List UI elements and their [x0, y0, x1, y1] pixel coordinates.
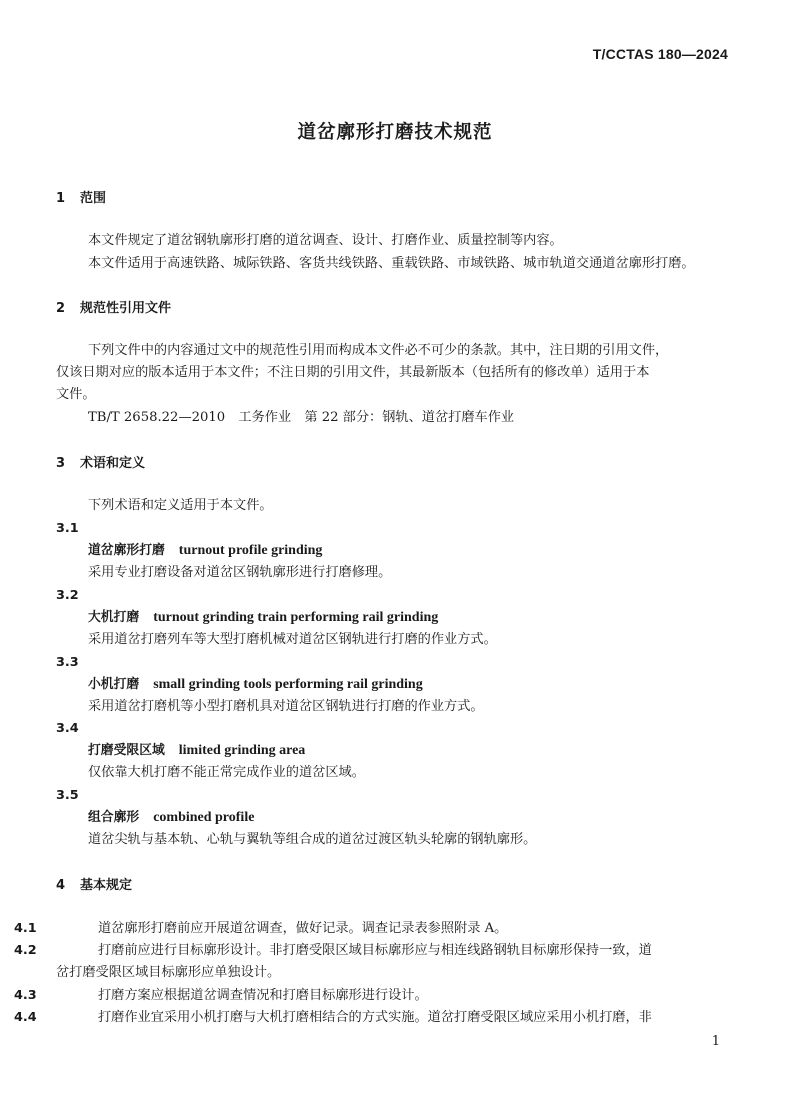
section-title: 基本规定 [80, 878, 133, 893]
clause-number: 4.1 [14, 921, 37, 936]
section-number: 1 [56, 191, 66, 206]
section-title: 规范性引用文件 [80, 301, 172, 316]
clause-text: 打磨方案应根据道岔调查情况和打磨目标廓形进行设计。 [98, 988, 428, 1003]
clause-number: 4.4 [14, 1010, 37, 1025]
term-zh: 道岔廓形打磨 [88, 543, 165, 558]
section-number: 2 [56, 301, 66, 316]
term-number: 3.4 [56, 721, 79, 736]
term-number: 3.1 [56, 521, 79, 536]
clause-4-3 [14, 985, 774, 1006]
standard-code: T/CCTAS 180—2024 [592, 46, 728, 62]
term-en: limited grinding area [178, 743, 306, 758]
term-title [56, 740, 764, 761]
clause-4-4 [14, 1007, 774, 1028]
section-2-paragraph-line-2: 仅该日期对应的版本适用于本文件；不注日期的引用文件，其最新版本（包括所有的修改单）适用于本 [56, 365, 650, 380]
term-zh: 大机打磨 [88, 610, 140, 625]
clause-text: 道岔廓形打磨前应开展道岔调查，做好记录。调查记录表参照附录 A。 [98, 921, 508, 936]
clause-text: 打磨作业宜采用小机打磨与大机打磨相结合的方式实施。道岔打磨受限区域应采用小机打磨，非 [98, 1010, 652, 1025]
term-en: turnout grinding train performing rail grinding [153, 610, 439, 625]
section-2-paragraph-line-3: 文件。 [56, 387, 96, 402]
term-definition: 采用道岔打磨机等小型打磨机具对道岔区钢轨进行打磨的作业方式。 [88, 699, 484, 714]
term-definition: 仅依靠大机打磨不能正常完成作业的道岔区域。 [88, 765, 365, 780]
term-definition: 道岔尖轨与基本轨、心轨与翼轨等组合成的道岔过渡区轨头轮廓的钢轨廓形。 [88, 832, 537, 847]
term-definition: 采用道岔打磨列车等大型打磨机械对道岔区钢轨进行打磨的作业方式。 [88, 632, 497, 647]
term-definition: 采用专业打磨设备对道岔区钢轨廓形进行打磨修理。 [88, 565, 392, 580]
section-title: 范围 [80, 191, 107, 206]
term-en: turnout profile grinding [178, 543, 323, 558]
section-3-intro: 下列术语和定义适用于本文件。 [88, 498, 273, 513]
clause-4-2-continuation: 岔打磨受限区域目标廓形应单独设计。 [56, 965, 281, 980]
term-number: 3.5 [56, 788, 79, 803]
clause-4-2 [14, 940, 774, 961]
section-1-paragraph-2: 本文件适用于高速铁路、城际铁路、客货共线铁路、重载铁路、市域铁路、城市轨道交通道岔廓形打磨。 [88, 256, 695, 271]
clause-text: 打磨前应进行目标廓形设计。非打磨受限区域目标廓形应与相连线路钢轨目标廓形保持一致，道 [98, 943, 652, 958]
normative-reference: TB/T 2658.22—2010 工务作业 第 22 部分：钢轨、道岔打磨车作业 [88, 410, 515, 425]
term-title [56, 607, 764, 628]
term-title [56, 674, 764, 695]
section-1-heading [56, 188, 732, 209]
section-1-paragraph-1: 本文件规定了道岔钢轨廓形打磨的道岔调查、设计、打磨作业、质量控制等内容。 [88, 233, 563, 248]
term-number: 3.2 [56, 588, 79, 603]
clause-number: 4.3 [14, 988, 37, 1003]
page-number: 1 [711, 1034, 720, 1049]
term-title [56, 540, 764, 561]
section-4-heading [56, 875, 732, 896]
section-3-heading [56, 453, 732, 474]
section-title: 术语和定义 [80, 456, 146, 471]
section-number: 3 [56, 456, 66, 471]
term-zh: 小机打磨 [88, 677, 140, 692]
document-title: 道岔廓形打磨技术规范 [297, 122, 493, 143]
section-2-heading [56, 298, 732, 319]
clause-4-1 [14, 918, 774, 939]
term-number: 3.3 [56, 655, 79, 670]
section-2-paragraph-line-1: 下列文件中的内容通过文中的规范性引用而构成本文件必不可少的条款。其中，注日期的引用文件， [88, 343, 669, 358]
clause-number: 4.2 [14, 943, 37, 958]
term-zh: 组合廓形 [88, 810, 140, 825]
term-en: small grinding tools performing rail grinding [153, 677, 423, 692]
term-zh: 打磨受限区域 [88, 743, 165, 758]
section-number: 4 [56, 878, 66, 893]
term-title [56, 807, 764, 828]
term-en: combined profile [153, 810, 255, 825]
